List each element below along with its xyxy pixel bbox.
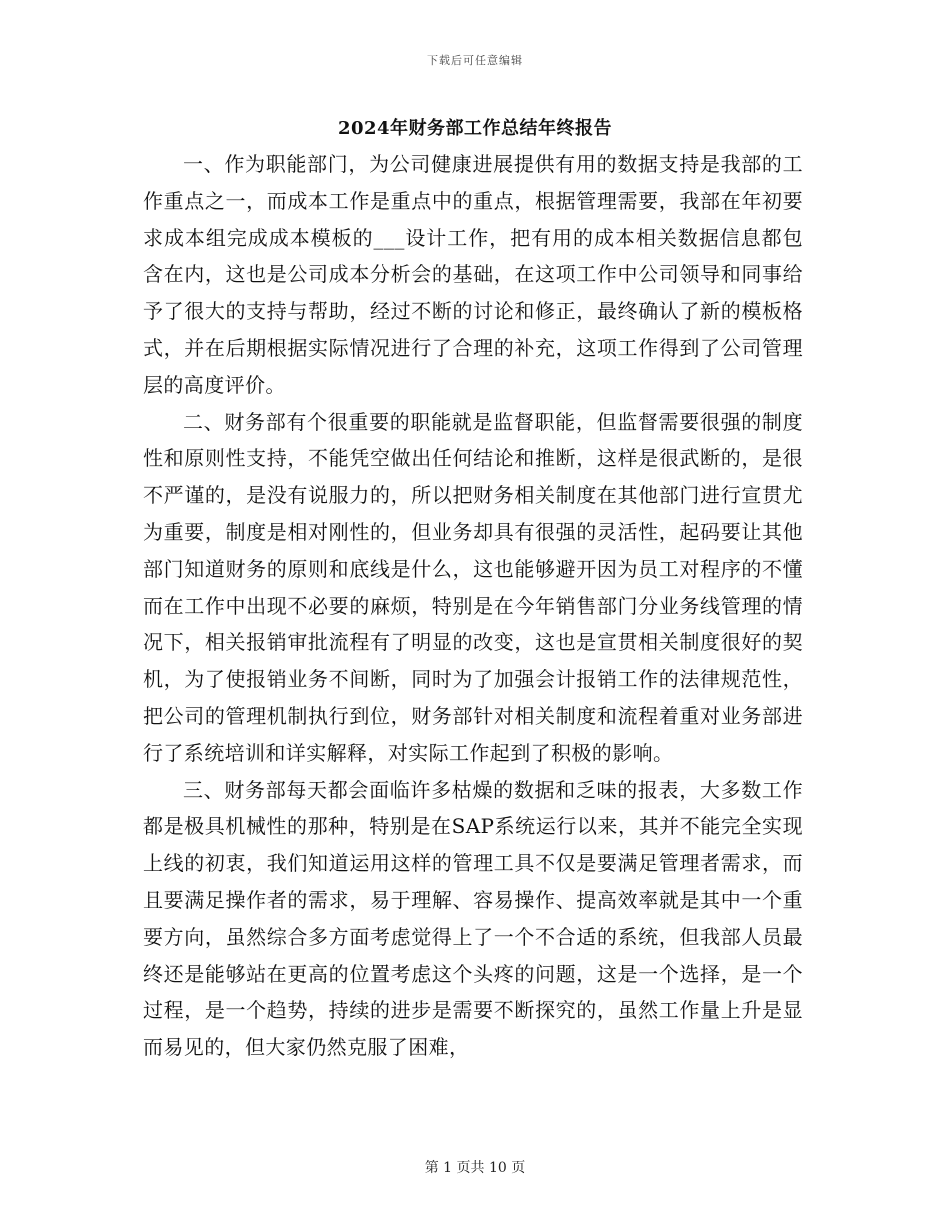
page-number: 第 1 页共 10 页	[424, 1160, 526, 1176]
paragraph-2: 二、财务部有个很重要的职能就是监督职能，但监督需要很强的制度性和原则性支持，不能凭空做出任何结论和推断，这样是很武断的，是很不严谨的，是没有说服力的，所以把财务相关制度在其他部门进行宣贯尤为重要，制度是相对刚性的，但业务却具有很强的灵活性，起码要让其他部门知道财务的原则和底线是什么，这也能够避开因为员工对程序的不懂而在工作中出现不必要的麻烦，特别是在今年销售部门分业务线管理的情况下，相关报销审批流程有了明显的改变，这也是宣贯相关制度很好的契机，为了使报销业务不间断，同时为了加强会计报销工作的法律规范性，把公司的管理机制执行到位，财务部针对相关制度和流程着重对业务部进行了系统培训和详实解释，对实际工作起到了积极的影响。	[143, 409, 803, 765]
document-body	[143, 146, 803, 1066]
page-header-note: 下载后可任意编辑	[427, 54, 523, 67]
paragraph-1: 一、作为职能部门，为公司健康进展提供有用的数据支持是我部的工作重点之一，而成本工作是重点中的重点，根据管理需要，我部在年初要求成本组完成成本模板的___设计工作，把有用的成本相关数据信息都包含在内，这也是公司成本分析会的基础，在这项工作中公司领导和同事给予了很大的支持与帮助，经过不断的讨论和修正，最终确认了新的模板格式，并在后期根据实际情况进行了合理的补充，这项工作得到了公司管理层的高度评价。	[143, 152, 803, 397]
document-title: 2024年财务部工作总结年终报告	[337, 118, 613, 139]
paragraph-3: 三、财务部每天都会面临许多枯燥的数据和乏味的报表，大多数工作都是极具机械性的那种，特别是在SAP系统运行以来，其并不能完全实现上线的初衷，我们知道运用这样的管理工具不仅是要满足管理者需求，而且要满足操作者的需求，易于理解、容易操作、提高效率就是其中一个重要方向，虽然综合多方面考虑觉得上了一个不合适的系统，但我部人员最终还是能够站在更高的位置考虑这个头疼的问题，这是一个选择，是一个过程，是一个趋势，持续的进步是需要不断探究的，虽然工作量上升是显而易见的，但大家仍然克服了困难，	[143, 777, 803, 1060]
